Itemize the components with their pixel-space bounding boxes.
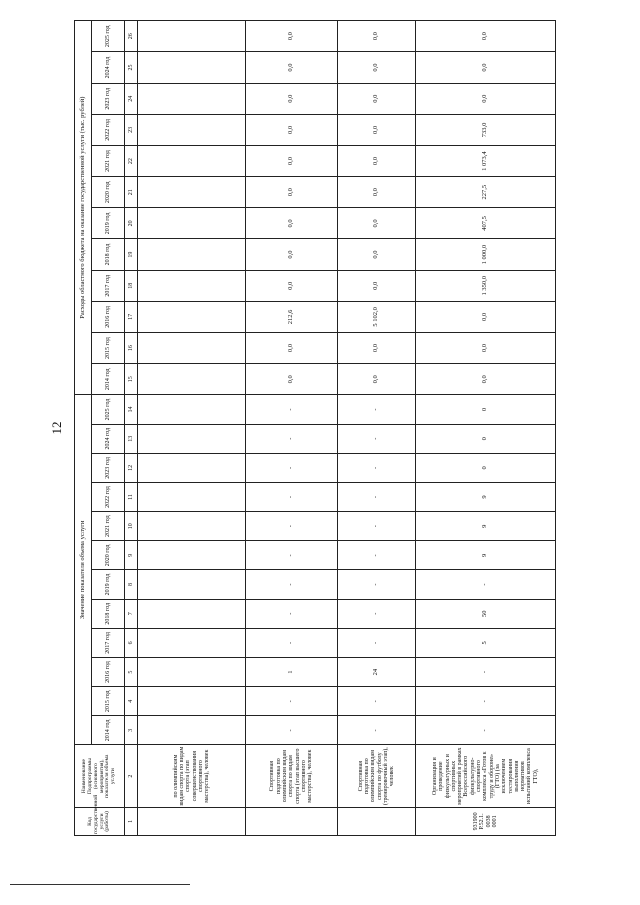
budget-value-cell: [138, 239, 246, 270]
column-number: 22: [125, 145, 138, 176]
volume-value-cell: [138, 687, 246, 716]
budget-value-cell: 407,5: [416, 208, 556, 239]
volume-year-header: 2023 год: [92, 453, 125, 482]
budget-value-cell: [138, 114, 246, 145]
budget-value-cell: 0,0: [246, 145, 338, 176]
volume-value-cell: 5: [416, 628, 556, 657]
budget-value-cell: 0,0: [338, 208, 416, 239]
volume-value-cell: -: [338, 424, 416, 453]
budget-value-cell: 0,0: [338, 114, 416, 145]
column-number: 16: [125, 333, 138, 364]
volume-year-header: 2015 год: [92, 687, 125, 716]
budget-value-cell: 0,0: [246, 364, 338, 395]
volume-group-header: Значение показателя объема услуги: [75, 395, 92, 745]
budget-value-cell: 733,0: [416, 114, 556, 145]
service-code-cell: [138, 807, 246, 835]
budget-value-cell: [138, 177, 246, 208]
volume-value-cell: [138, 716, 246, 745]
budget-value-cell: 0,0: [338, 21, 416, 52]
budget-value-cell: 0,0: [246, 270, 338, 301]
budget-value-cell: [138, 21, 246, 52]
volume-value-cell: [138, 453, 246, 482]
budget-value-cell: 0,0: [246, 208, 338, 239]
budget-group-header: Расходы областного бюджета на оказание государственной услуги (тыс. рублей): [75, 21, 92, 395]
code-header: Код государственной услуги (работы): [75, 807, 125, 835]
volume-year-header: 2018 год: [92, 599, 125, 628]
budget-value-cell: 0,0: [338, 83, 416, 114]
budget-table: [74, 20, 556, 836]
budget-year-header: 2021 год: [92, 145, 125, 176]
budget-value-cell: 0,0: [338, 52, 416, 83]
volume-value-cell: [138, 628, 246, 657]
budget-value-cell: 0,0: [246, 83, 338, 114]
volume-value-cell: [138, 482, 246, 511]
column-number: 15: [125, 364, 138, 395]
table-row: [246, 21, 338, 836]
volume-year-header: 2017 год: [92, 628, 125, 657]
volume-year-header: 2024 год: [92, 424, 125, 453]
budget-value-cell: [138, 270, 246, 301]
service-name-cell: Спортивная подготовка по олимпийским видам спорта по видам спорта (этап высшего спортивного мастерства), человек: [246, 745, 338, 807]
budget-value-cell: 0,0: [246, 21, 338, 52]
volume-value-cell: -: [338, 512, 416, 541]
volume-value-cell: [138, 541, 246, 570]
budget-value-cell: 227,5: [416, 177, 556, 208]
volume-value-cell: -: [416, 570, 556, 599]
table-container: [74, 20, 539, 836]
column-number: 13: [125, 424, 138, 453]
volume-value-cell: -: [246, 395, 338, 424]
volume-value-cell: -: [338, 541, 416, 570]
column-number: 2: [125, 745, 138, 807]
rotated-table: [74, 20, 539, 836]
volume-value-cell: [138, 424, 246, 453]
budget-year-header: 2017 год: [92, 270, 125, 301]
table-body: [138, 21, 556, 836]
column-number: 7: [125, 599, 138, 628]
service-code-cell: [338, 807, 416, 835]
column-number-row: [125, 21, 138, 836]
column-number: 19: [125, 239, 138, 270]
service-code-cell: 931900 Р.52.1. 0038 0001: [416, 807, 556, 835]
volume-value-cell: -: [338, 453, 416, 482]
budget-year-header: 2018 год: [92, 239, 125, 270]
budget-value-cell: [138, 52, 246, 83]
volume-value-cell: -: [246, 599, 338, 628]
budget-year-header: 2019 год: [92, 208, 125, 239]
column-number: 24: [125, 83, 138, 114]
volume-year-header: 2019 год: [92, 570, 125, 599]
volume-value-cell: [138, 570, 246, 599]
column-number: 1: [125, 807, 138, 835]
volume-value-cell: -: [246, 687, 338, 716]
column-number: 8: [125, 570, 138, 599]
volume-value-cell: 0: [416, 424, 556, 453]
footer-rule: [10, 884, 190, 885]
column-number: 17: [125, 301, 138, 332]
column-number: 9: [125, 541, 138, 570]
volume-year-header: 2016 год: [92, 657, 125, 686]
column-number: 4: [125, 687, 138, 716]
table-row: [416, 21, 556, 836]
budget-value-cell: [138, 208, 246, 239]
table-row: [138, 21, 246, 836]
volume-value-cell: -: [246, 453, 338, 482]
column-number: 6: [125, 628, 138, 657]
volume-value-cell: -: [416, 716, 556, 745]
budget-value-cell: 0,0: [416, 21, 556, 52]
volume-value-cell: [138, 512, 246, 541]
page-number: 12: [49, 421, 64, 435]
volume-value-cell: -: [338, 599, 416, 628]
budget-value-cell: [138, 333, 246, 364]
budget-value-cell: 0,0: [246, 333, 338, 364]
name-header: Наименование Подпрограммы (основного мероприятия), показателя объема услуги: [75, 745, 125, 807]
budget-value-cell: 0,0: [338, 145, 416, 176]
budget-value-cell: 0,0: [416, 83, 556, 114]
column-number: 10: [125, 512, 138, 541]
volume-value-cell: -: [246, 512, 338, 541]
budget-year-header: 2024 год: [92, 52, 125, 83]
budget-year-header: 2016 год: [92, 301, 125, 332]
volume-value-cell: -: [246, 570, 338, 599]
budget-year-header: 2020 год: [92, 177, 125, 208]
budget-value-cell: 212,6: [246, 301, 338, 332]
service-code-cell: [246, 807, 338, 835]
volume-value-cell: 50: [416, 599, 556, 628]
volume-value-cell: 1: [246, 657, 338, 686]
budget-value-cell: [138, 145, 246, 176]
budget-value-cell: 0,0: [246, 52, 338, 83]
budget-value-cell: [138, 83, 246, 114]
year-header-row: [92, 21, 125, 836]
volume-year-header: 2025 год: [92, 395, 125, 424]
volume-value-cell: -: [246, 424, 338, 453]
budget-value-cell: 0,0: [416, 333, 556, 364]
budget-value-cell: [138, 364, 246, 395]
volume-value-cell: 24: [338, 657, 416, 686]
table-row: [338, 21, 416, 836]
volume-value-cell: -: [338, 716, 416, 745]
column-number: 3: [125, 716, 138, 745]
column-number: 14: [125, 395, 138, 424]
volume-value-cell: 0: [416, 395, 556, 424]
column-number: 20: [125, 208, 138, 239]
budget-value-cell: 0,0: [416, 301, 556, 332]
column-number: 11: [125, 482, 138, 511]
column-number: 12: [125, 453, 138, 482]
budget-value-cell: 0,0: [338, 364, 416, 395]
budget-value-cell: 1 350,0: [416, 270, 556, 301]
budget-year-header: 2025 год: [92, 21, 125, 52]
service-name-cell: по олимпийским видам спорта по видам спорта (этап совершенствования спортивного мастерства), человек: [138, 745, 246, 807]
budget-value-cell: 1 073,4: [416, 145, 556, 176]
budget-year-header: 2023 год: [92, 83, 125, 114]
volume-value-cell: -: [416, 657, 556, 686]
volume-value-cell: -: [246, 482, 338, 511]
volume-value-cell: -: [246, 541, 338, 570]
budget-value-cell: 0,0: [246, 239, 338, 270]
budget-value-cell: [138, 301, 246, 332]
volume-value-cell: -: [246, 716, 338, 745]
budget-value-cell: 0,0: [338, 177, 416, 208]
volume-value-cell: 9: [416, 482, 556, 511]
volume-value-cell: 0: [416, 453, 556, 482]
volume-year-header: 2014 год: [92, 716, 125, 745]
service-name-cell: Спортивная подготовка по олимпийским видам спорта по футболу (тренировочный этап), человек: [338, 745, 416, 807]
column-number: 5: [125, 657, 138, 686]
column-number: 21: [125, 177, 138, 208]
budget-year-header: 2014 год: [92, 364, 125, 395]
volume-value-cell: -: [246, 628, 338, 657]
budget-value-cell: 0,0: [246, 114, 338, 145]
budget-value-cell: 0,0: [246, 177, 338, 208]
volume-value-cell: [138, 657, 246, 686]
budget-value-cell: 0,0: [416, 52, 556, 83]
volume-value-cell: -: [338, 687, 416, 716]
budget-value-cell: 0,0: [338, 270, 416, 301]
budget-year-header: 2022 год: [92, 114, 125, 145]
budget-value-cell: 1 000,0: [416, 239, 556, 270]
service-name-cell: Организация и проведение физкультурных и спортивных мероприятий в рамках Всероссийского физкультурно-спортивного комплекса «Готов к труду и обороне» (ГТО) (за исключением тестирования выполнения нормативов испытаний комплекса ГТО),: [416, 745, 556, 807]
volume-year-header: 2020 год: [92, 541, 125, 570]
column-number: 18: [125, 270, 138, 301]
budget-value-cell: 0,0: [416, 364, 556, 395]
volume-value-cell: -: [416, 687, 556, 716]
column-number: 23: [125, 114, 138, 145]
column-number: 25: [125, 52, 138, 83]
volume-year-header: 2022 год: [92, 482, 125, 511]
volume-value-cell: -: [338, 628, 416, 657]
volume-value-cell: 9: [416, 512, 556, 541]
volume-value-cell: -: [338, 570, 416, 599]
budget-value-cell: 5 102,0: [338, 301, 416, 332]
volume-value-cell: [138, 395, 246, 424]
budget-value-cell: 0,0: [338, 239, 416, 270]
volume-value-cell: -: [338, 482, 416, 511]
budget-value-cell: 0,0: [338, 333, 416, 364]
column-number: 26: [125, 21, 138, 52]
volume-year-header: 2021 год: [92, 512, 125, 541]
volume-value-cell: -: [338, 395, 416, 424]
volume-value-cell: [138, 599, 246, 628]
volume-value-cell: 9: [416, 541, 556, 570]
budget-year-header: 2015 год: [92, 333, 125, 364]
